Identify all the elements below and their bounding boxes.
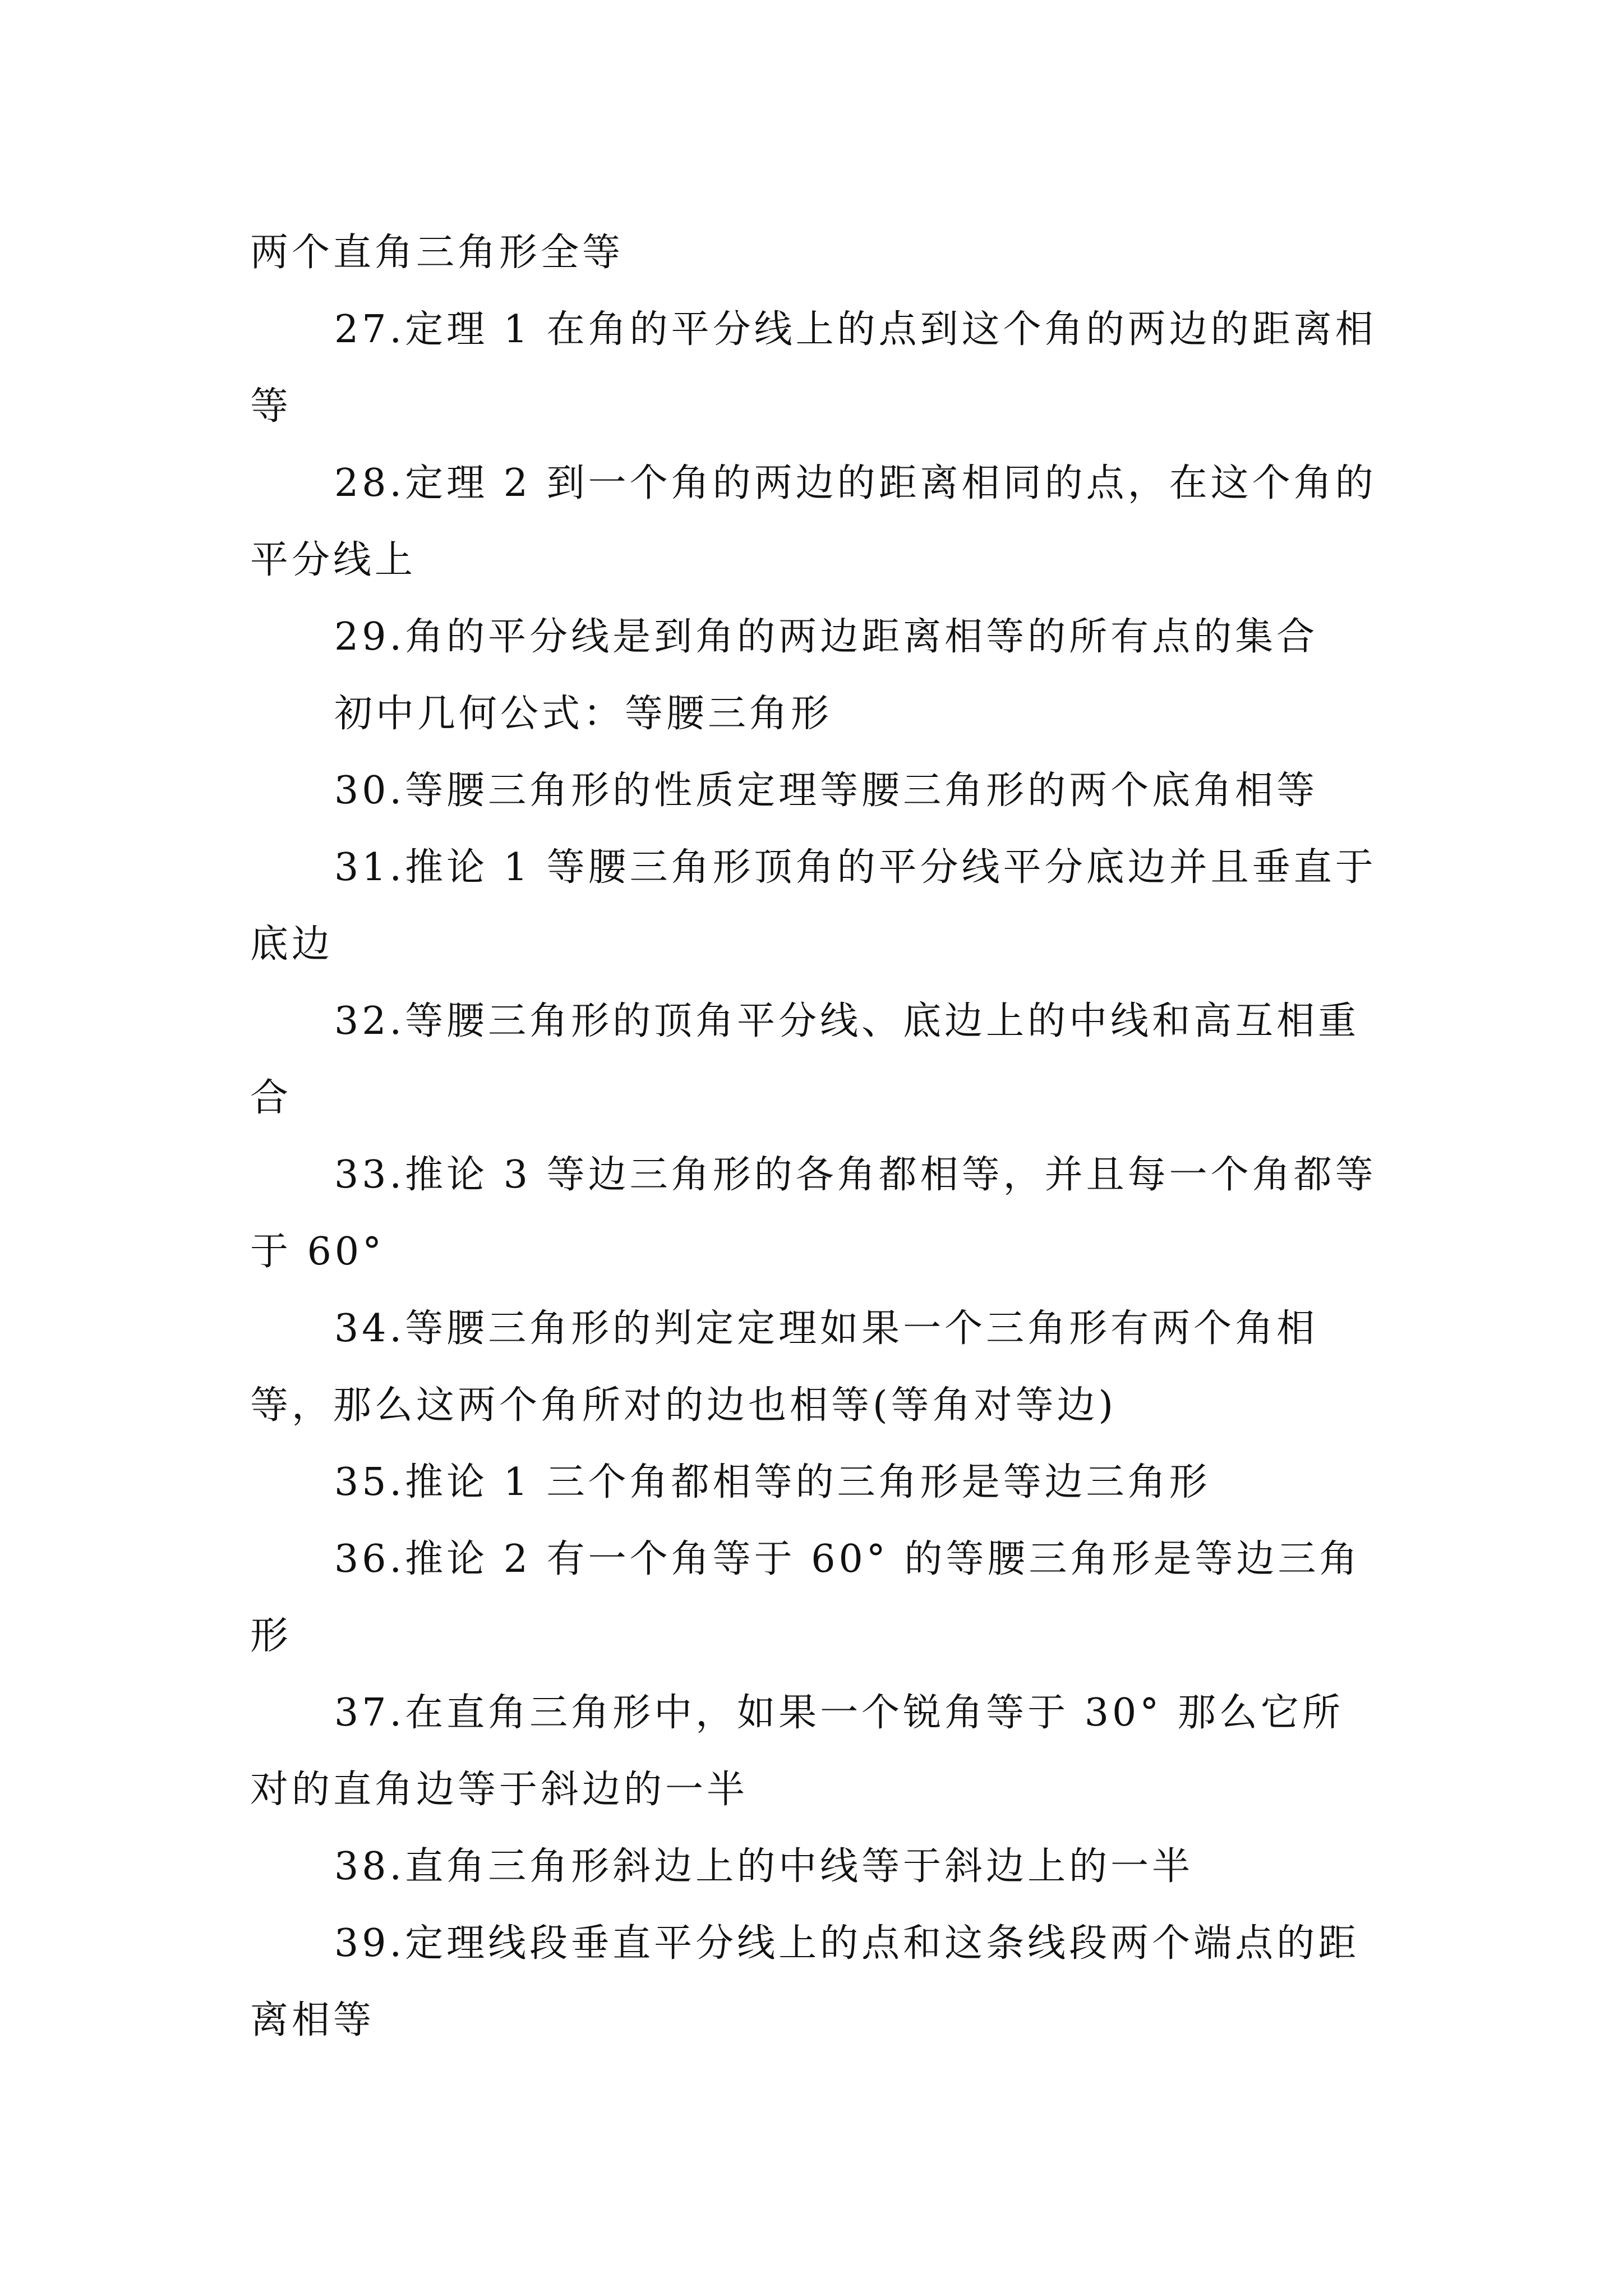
paragraph-theorem-39: 39.定理线段垂直平分线上的点和这条线段两个端点的距离相等: [250, 1921, 1360, 2042]
paragraph-theorem-30: 30.等腰三角形的性质定理等腰三角形的两个底角相等: [334, 769, 1318, 813]
paragraph-theorem-32: 32.等腰三角形的顶角平分线、底边上的中线和高互相重合: [250, 999, 1360, 1120]
paragraph-theorem-28: 28.定理 2 到一个角的两边的距离相同的点，在这个角的平分线上: [250, 461, 1377, 582]
paragraph-theorem-27: 27.定理 1 在角的平分线上的点到这个角的两边的距离相等: [250, 307, 1377, 429]
paragraph-theorem-38: 38.直角三角形斜边上的中线等于斜边上的一半: [334, 1844, 1194, 1889]
paragraph-theorem-36: 36.推论 2 有一个角等于 60° 的等腰三角形是等边三角形: [250, 1537, 1361, 1658]
paragraph-theorem-35: 35.推论 1 三个角都相等的三角形是等边三角形: [334, 1460, 1211, 1504]
paragraph-theorem-33: 33.推论 3 等边三角形的各角都相等，并且每一个角都等于 60°: [250, 1153, 1377, 1274]
paragraph-continuation: 两个直角三角形全等: [250, 231, 624, 275]
paragraph-theorem-34: 34.等腰三角形的判定定理如果一个三角形有两个角相等，那么这两个角所对的边也相等(等角对等边): [250, 1306, 1318, 1428]
paragraph-theorem-29: 29.角的平分线是到角的两边距离相等的所有点的集合: [334, 615, 1318, 659]
section-heading-isosceles: 初中几何公式：等腰三角形: [334, 692, 833, 736]
paragraph-theorem-37: 37.在直角三角形中，如果一个锐角等于 30° 那么它所对的直角边等于斜边的一半: [250, 1691, 1344, 1812]
document-body: [250, 214, 1383, 2059]
paragraph-theorem-31: 31.推论 1 等腰三角形顶角的平分线平分底边并且垂直于底边: [250, 845, 1377, 967]
